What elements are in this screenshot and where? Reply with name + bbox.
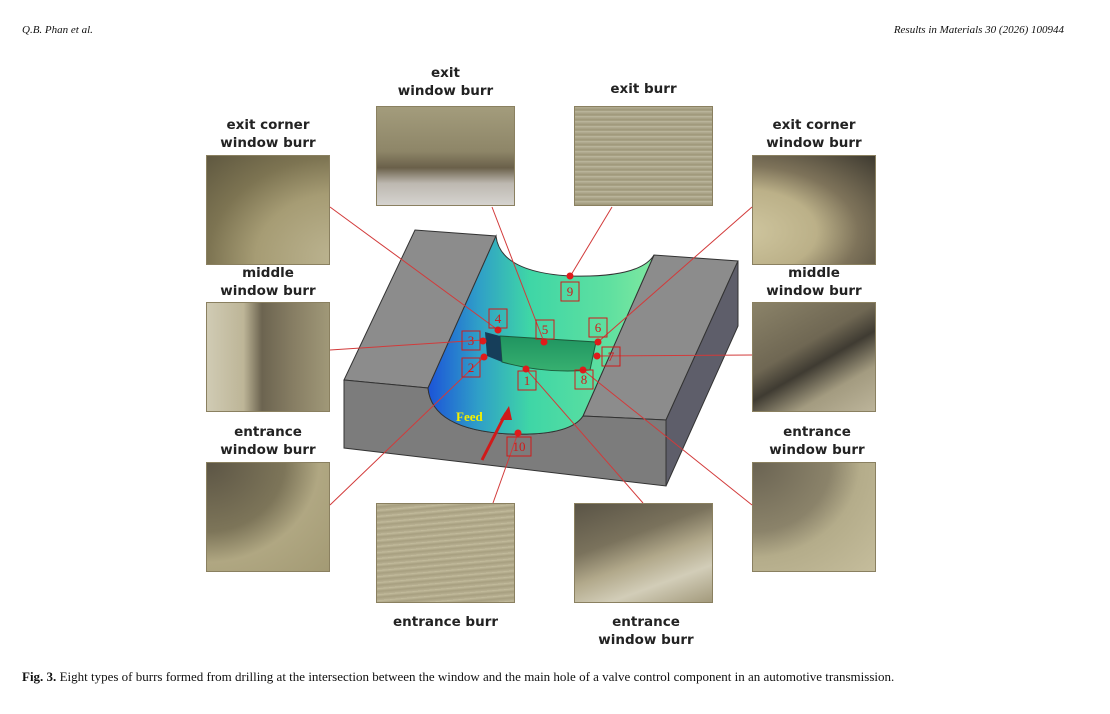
point-number-6: 6: [594, 320, 602, 335]
marker-dot-2: [481, 354, 488, 361]
point-number-10: 10: [512, 439, 526, 454]
feed-label: Feed: [456, 409, 483, 424]
label-entrance-burr: entrance burr: [392, 614, 499, 630]
point-number-9: 9: [566, 284, 574, 299]
point-number-2: 2: [467, 360, 475, 375]
figure-caption: [22, 668, 1067, 685]
point-number-8: 8: [580, 372, 588, 387]
point-number-7: 7: [607, 349, 615, 364]
label-exit-corner-window-burr-left: exit corner window burr: [220, 117, 316, 151]
running-header-journal: Results in Materials 30 (2026) 100944: [893, 24, 1064, 36]
point-number-5: 5: [541, 322, 549, 337]
running-header-authors: Q.B. Phan et al.: [22, 24, 93, 36]
point-number-3: 3: [467, 333, 475, 348]
label-middle-window-burr-left: middle window burr: [220, 265, 316, 299]
marker-dot-10: [515, 430, 522, 437]
marker-dot-6: [595, 339, 602, 346]
label-exit-burr: exit burr: [610, 81, 677, 97]
marker-dot-3: [480, 338, 487, 345]
label-exit-corner-window-burr-right: exit corner window burr: [766, 117, 862, 151]
marker-dot-9: [567, 273, 574, 280]
point-number-4: 4: [494, 311, 502, 326]
label-exit-window-burr: exit window burr: [397, 65, 494, 99]
marker-dot-5: [541, 339, 548, 346]
label-entrance-window-burr-bottom: entrance window burr: [598, 614, 694, 648]
point-number-1: 1: [523, 373, 531, 388]
label-entrance-window-burr-left: entrance window burr: [220, 424, 316, 458]
label-middle-window-burr-right: middle window burr: [766, 265, 862, 299]
figure-caption-text: Eight types of burrs formed from drilling at the intersection between the window and the main hole of a valve control component in an automotive transmission.: [56, 669, 895, 684]
figure-caption-label: Fig. 3.: [22, 669, 57, 684]
label-entrance-window-burr-right: entrance window burr: [769, 424, 865, 458]
marker-dot-7: [594, 353, 601, 360]
